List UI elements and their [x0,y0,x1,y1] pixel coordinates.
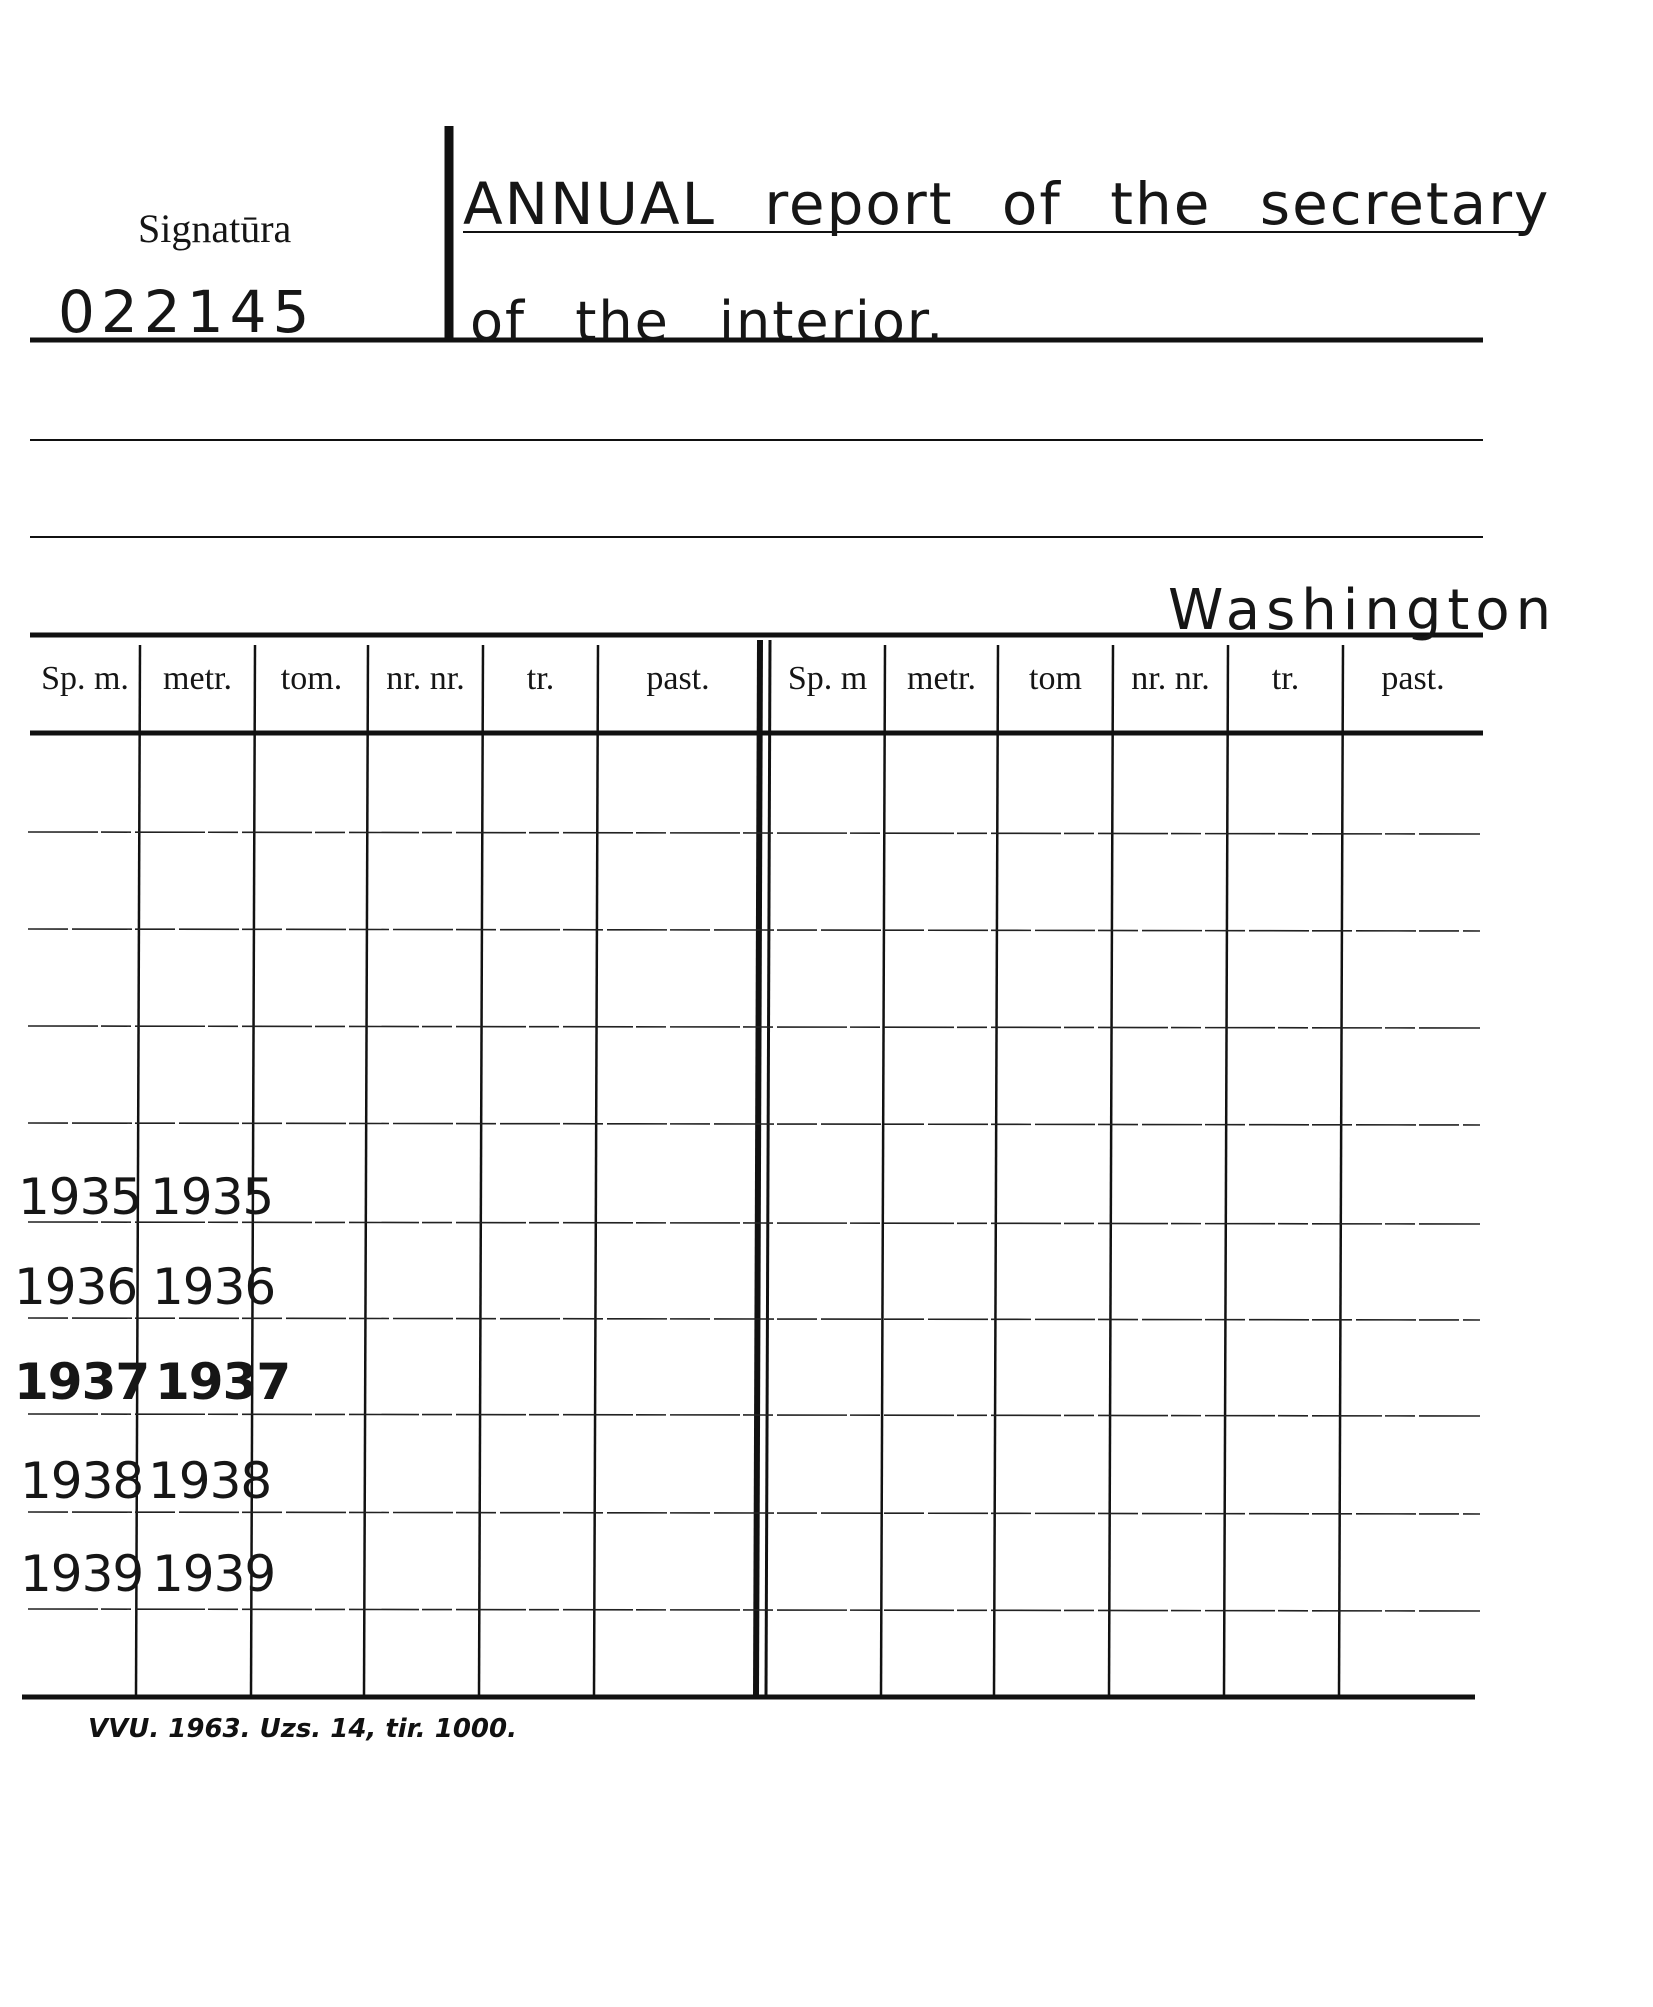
center-divider [756,640,760,1697]
signatura-value: 022145 [58,278,316,346]
header-nr-nr-right: nr. nr. [1131,660,1210,697]
column-rule [479,645,483,1695]
title-line-2: of the interior. [470,290,946,353]
row-1939-sp-m: 1939 [20,1545,144,1603]
row-1937-metr: 1937 [155,1353,291,1411]
header-nr-nr-left: nr. nr. [386,660,465,697]
header-tom-left: tom. [280,660,343,697]
printer-mark: VVU. 1963. Uzs. 14, tir. 1000. [88,1714,517,1744]
row-rule [28,1512,1480,1514]
column-rule [594,645,598,1695]
row-rule [28,832,1480,834]
header-sp-m-right: Sp. m [787,660,868,697]
signatura-label: Signatūra [138,206,292,251]
header-past-left: past. [646,660,710,697]
column-rule [881,645,885,1695]
header-sp-m-left: Sp. m. [41,660,129,697]
row-1935-sp-m: 1935 [18,1168,142,1226]
row-rule [28,1609,1480,1611]
row-1939-metr: 1939 [152,1545,276,1603]
header-tr-right: tr. [1271,660,1300,697]
header-tr-left: tr. [526,660,555,697]
row-1935-metr: 1935 [150,1168,274,1226]
column-rule [994,645,998,1695]
row-1936-metr: 1936 [152,1258,276,1316]
header-metr-left: metr. [163,660,232,697]
row-1938-metr: 1938 [148,1452,272,1510]
row-rule [28,1123,1480,1125]
row-rule [28,1414,1480,1416]
row-1937-sp-m: 1937 [14,1353,150,1411]
row-rule [28,1026,1480,1028]
place-of-publication: Washington [1168,578,1558,643]
row-rule [28,1318,1480,1320]
row-1938-sp-m: 1938 [20,1452,144,1510]
header-metr-right: metr. [907,660,976,697]
row-1936-sp-m: 1936 [14,1258,138,1316]
column-rule [1109,645,1113,1695]
column-rule [1339,645,1343,1695]
column-rule [1224,645,1228,1695]
column-rule [364,645,368,1695]
row-rule [28,929,1480,931]
header-tom-right: tom [1029,660,1082,697]
title-line-1: ANNUAL report of the secretary [463,170,1551,238]
header-past-right: past. [1381,660,1445,697]
